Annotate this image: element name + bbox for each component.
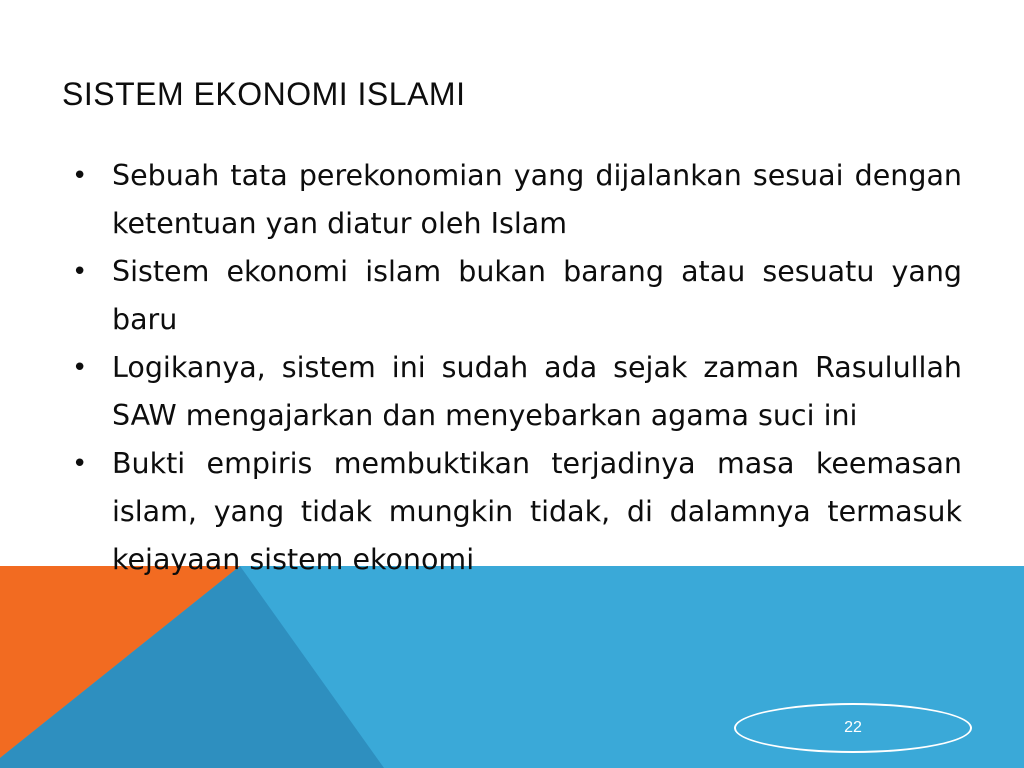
- bullet-item: [70, 152, 962, 248]
- slide-title: SISTEM EKONOMI ISLAMI: [62, 76, 466, 112]
- page-number-ellipse: [734, 703, 972, 753]
- bullet-icon: •: [72, 353, 88, 383]
- bullet-text: Logikanya, sistem ini sudah ada sejak zaman Rasulullah SAW mengajarkan dan menyebarkan agama suci ini: [112, 351, 962, 432]
- bullet-list: [70, 152, 962, 584]
- bullet-icon: •: [72, 161, 88, 191]
- bullet-icon: •: [72, 257, 88, 287]
- bullet-text: Sebuah tata perekonomian yang dijalankan sesuai dengan ketentuan yan diatur oleh Islam: [112, 159, 962, 240]
- bullet-item: [70, 248, 962, 344]
- page-number: 22: [844, 719, 862, 736]
- bullet-item: [70, 344, 962, 440]
- bullet-text: Bukti empiris membuktikan terjadinya masa keemasan islam, yang tidak mungkin tidak, di dalamnya termasuk kejayaan sistem ekonomi: [112, 447, 962, 576]
- bullet-item: [70, 440, 962, 584]
- bullet-text: Sistem ekonomi islam bukan barang atau sesuatu yang baru: [112, 255, 962, 336]
- bullet-icon: •: [72, 449, 88, 479]
